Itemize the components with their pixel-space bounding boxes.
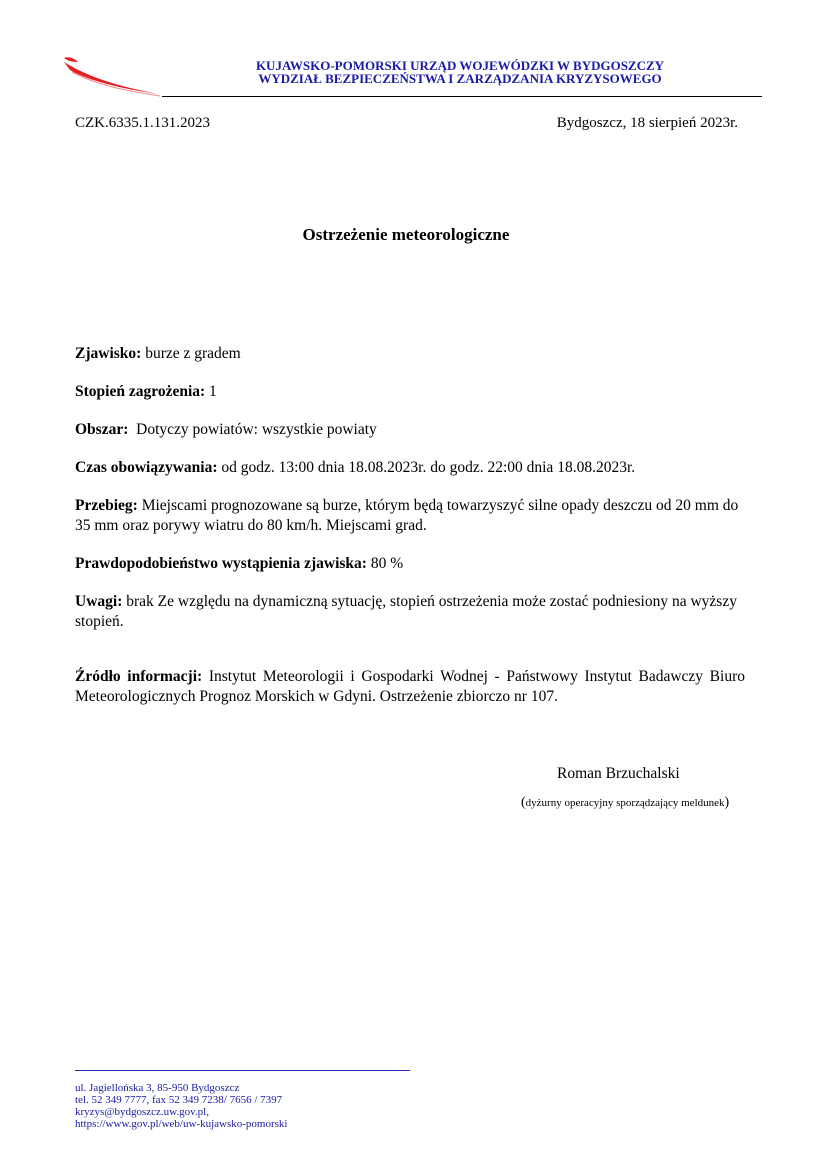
footer-phones: tel. 52 349 7777, fax 52 349 7238/ 7656 / 7397 xyxy=(75,1094,283,1106)
field-value: od godz. 13:00 dnia 18.08.2023r. do godz. 22:00 dnia 18.08.2023r. xyxy=(217,459,636,476)
signatory-role: (dyżurny operacyjny sporządzający meldunek) xyxy=(521,795,730,810)
field-value: brak Ze względu na dynamiczną sytuację, stopień ostrzeżenia może zostać podniesiony na wyższy stopień. xyxy=(75,593,737,630)
field-label: Źródło informacji: xyxy=(75,668,203,685)
field-label: Prawdopodobieństwo wystąpienia zjawiska: xyxy=(75,555,367,572)
field-czas xyxy=(75,458,745,478)
field-value: Dotyczy powiatów: wszystkie powiaty xyxy=(128,421,377,438)
field-label: Przebieg: xyxy=(75,497,138,514)
footer-address: ul. Jagiellońska 3, 85-950 Bydgoszcz xyxy=(75,1082,240,1094)
field-obszar xyxy=(75,420,745,440)
field-uwagi xyxy=(75,592,745,632)
field-value: Miejscami prognozowane są burze, którym będą towarzyszyć silne opady deszczu od 20 mm do 35 mm oraz porywy wiatru do 80 km/h. Miejscami grad. xyxy=(75,497,739,534)
document-title: Ostrzeżenie meteorologiczne xyxy=(302,225,510,244)
document-date: Bydgoszcz, 18 sierpień 2023r. xyxy=(556,115,738,131)
field-value: burze z gradem xyxy=(141,345,241,362)
field-zrodlo xyxy=(75,667,745,707)
header-line-2: WYDZIAŁ BEZPIECZEŃSTWA I ZARZĄDZANIA KRYZYSOWEGO xyxy=(258,71,662,86)
field-prawdopodobienstwo xyxy=(75,554,745,574)
signatory-name: Roman Brzuchalski xyxy=(557,765,680,782)
field-stopien xyxy=(75,382,745,402)
header-line-1: KUJAWSKO-POMORSKI URZĄD WOJEWÓDZKI W BYDGOSZCZY xyxy=(255,58,665,73)
field-value: 80 % xyxy=(366,555,404,572)
field-value: Instytut Meteorologii i Gospodarki Wodnej - Państwowy Instytut Badawczy Biuro Meteorologicznych Prognoz Morskich w Gdyni. Ostrzeżenie zbiorczo nr 107. xyxy=(75,668,745,705)
footer-website[interactable]: https://www.gov.pl/web/uw-kujawsko-pomorski xyxy=(75,1118,288,1130)
field-label: Stopień zagrożenia: xyxy=(75,383,206,400)
field-label: Zjawisko: xyxy=(75,345,142,362)
office-header xyxy=(160,59,760,85)
footer-contact xyxy=(75,1082,287,1130)
field-zjawisko xyxy=(75,344,745,364)
header-divider xyxy=(162,96,762,97)
reference-number: CZK.6335.1.131.2023 xyxy=(75,115,210,131)
field-przebieg xyxy=(75,496,745,536)
field-value: 1 xyxy=(205,383,217,400)
field-label: Czas obowiązywania: xyxy=(75,459,218,476)
footer-email[interactable]: kryzys@bydgoszcz.uw.gov.pl, xyxy=(75,1106,209,1118)
signatory-role-text: dyżurny operacyjny sporządzający meldunek xyxy=(525,797,725,809)
footer-divider xyxy=(75,1070,410,1071)
field-label: Obszar: xyxy=(75,421,129,438)
voivodeship-logo xyxy=(60,50,170,98)
field-label: Uwagi: xyxy=(75,593,123,610)
